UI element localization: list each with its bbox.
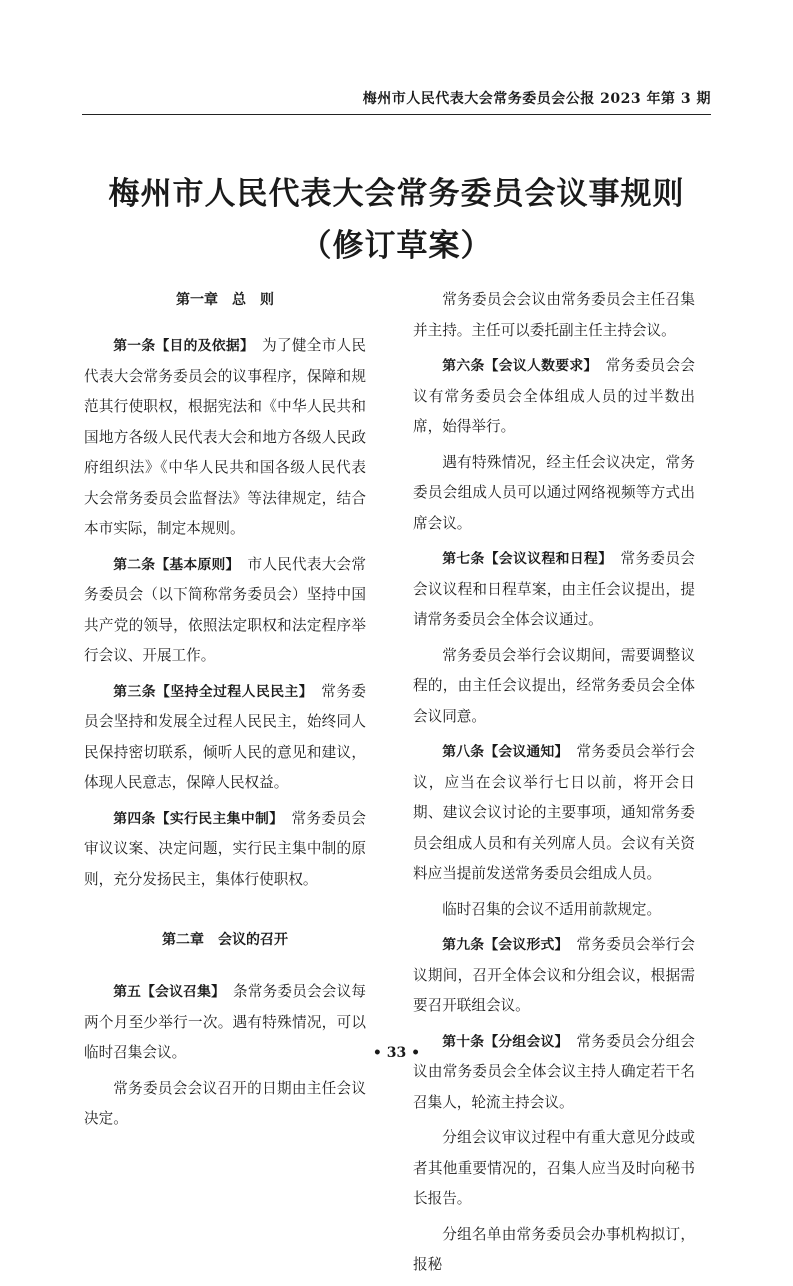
article-1-text: 为了健全市人民代表大会常务委员会的议事程序，保障和规范其行使职权，根据宪法和《中华人民共和国地方各级人民代表大会和地方各级人民政府组织法》《中华人民共和国各级人民代表大会常务委员会监督法》等法律规定，结合本市实际，制定本规则。 [84, 337, 366, 537]
article-6 [413, 351, 695, 443]
article-6-heading: 第六条【会议人数要求】 [442, 358, 591, 374]
article-3-text: 常务委员会坚持和发展全过程人民民主，始终同人民保持密切联系，倾听人民的意见和建议，体现人民意志，保障人民权益。 [84, 682, 366, 791]
article-5-paragraph-3: 常务委员会会议由常务委员会主任召集并主持。主任可以委托副主任主持会议。 [413, 291, 695, 339]
article-5-paragraph-2: 常务委员会会议召开的日期由主任会议决定。 [84, 1079, 366, 1127]
article-7-heading: 第七条【会议议程和日程】 [442, 551, 606, 567]
article-9-heading: 第九条【会议形式】 [442, 937, 562, 953]
article-3 [84, 677, 366, 799]
page-number: • 33 • [372, 1045, 421, 1061]
article-6-paragraph-2: 遇有特殊情况，经主任会议决定，常务委员会组成人员可以通过网络视频等方式出席会议。 [413, 453, 695, 532]
article-2-heading: 第二条【基本原则】 [113, 556, 233, 573]
article-9 [413, 930, 695, 1022]
journal-header: 梅州市人民代表大会常务委员会公报 2023 年第 3 期 [362, 91, 711, 107]
article-8-text: 常务委员会举行会议，应当在会议举行七日以前，将开会日期、建议会议讨论的主要事项，通知常务委员会组成人员和有关列席人员。会议有关资料应当提前发送常务委员会组成人员。 [413, 743, 695, 882]
title-line-1: 梅州市人民代表大会常务委员会议事规则 [108, 176, 685, 212]
article-3-heading: 第三条【坚持全过程人民民主】 [113, 683, 307, 700]
article-8 [413, 737, 695, 890]
article-4-text: 常务委员会审议议案、决定问题，实行民主集中制的原则，充分发扬民主，集体行使职权。 [84, 809, 366, 888]
chapter-2-heading: 第二章 会议的召开 [162, 932, 288, 948]
header-rule [82, 114, 711, 115]
article-4-heading: 第四条【实行民主集中制】 [113, 810, 277, 827]
title-line-2: （修订草案） [300, 228, 493, 264]
article-10-paragraph-3: 分组名单由常务委员会办事机构拟订，报秘 [413, 1225, 695, 1273]
article-5-heading: 第五【会议召集】 [113, 984, 219, 1000]
chapter-1-heading: 第一章 总 则 [176, 292, 274, 308]
article-4 [84, 804, 366, 896]
document-title [0, 168, 793, 272]
article-10-heading: 第十条【分组会议】 [442, 1033, 562, 1050]
article-2-text: 市人民代表大会常务委员会（以下简称常务委员会）坚持中国共产党的领导，依照法定职权和法定程序举行会议、开展工作。 [84, 555, 366, 664]
article-7 [413, 544, 695, 636]
article-10 [413, 1027, 695, 1119]
article-6-text: 常务委员会会议有常务委员会全体组成人员的过半数出席，始得举行。 [413, 357, 695, 435]
article-9-text: 常务委员会举行会议期间，召开全体会议和分组会议，根据需要召开联组会议。 [413, 936, 695, 1014]
right-column [413, 285, 695, 1286]
article-7-paragraph-2: 常务委员会举行会议期间，需要调整议程的，由主任会议提出，经常务委员会全体会议同意。 [413, 646, 695, 725]
article-10-text: 常务委员会分组会议由常务委员会全体会议主持人确定若干名召集人，轮流主持会议。 [413, 1032, 695, 1111]
left-column [84, 285, 366, 1140]
article-10-paragraph-2: 分组会议审议过程中有重大意见分歧或者其他重要情况的，召集人应当及时向秘书长报告。 [413, 1129, 695, 1207]
article-1 [84, 331, 366, 545]
article-7-text: 常务委员会会议议程和日程草案，由主任会议提出，提请常务委员会全体会议通过。 [413, 550, 695, 628]
article-1-heading: 第一条【目的及依据】 [113, 338, 248, 354]
article-2 [84, 550, 366, 672]
article-8-paragraph-2: 临时召集的会议不适用前款规定。 [442, 900, 662, 918]
article-5-text: 条常务委员会会议每两个月至少举行一次。遇有特殊情况，可以临时召集会议。 [84, 983, 366, 1061]
article-8-heading: 第八条【会议通知】 [442, 744, 562, 760]
